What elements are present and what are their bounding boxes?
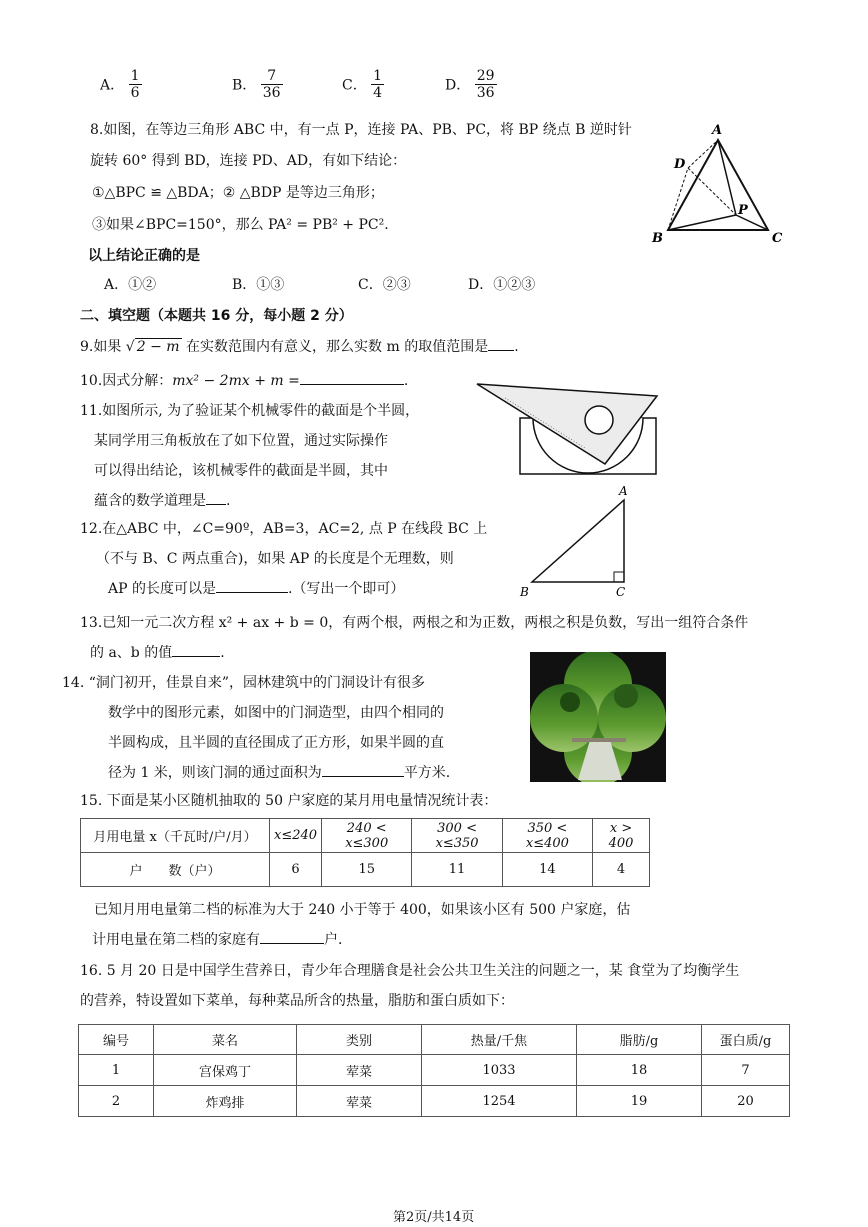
q8-option-c: C．②③ [358, 277, 411, 293]
q13-blank [172, 642, 220, 657]
q15-header-cell: 350 < x≤400 [502, 819, 592, 853]
q14-line4: 径为 1 米，则该门洞的通过面积为 平方米. [108, 762, 450, 782]
q12-line3: AP 的长度可以是 .（写出一个即可） [108, 578, 404, 598]
q8-option-d: D．①②③ [468, 277, 536, 293]
q12-line2: （不与 B、C 两点重合)，如果 AP 的长度是个无理数，则 [96, 551, 454, 567]
q15-row-cell: 11 [412, 853, 502, 887]
q9-line: 9.如果 √ 2 − m 在实数范围内有意义，那么实数 m 的取值范围是 . [80, 336, 519, 356]
q11-line4: 蕴含的数学道理是 . [94, 490, 230, 510]
section2-title: 二、填空题（本题共 16 分，每小题 2 分） [80, 308, 353, 324]
q8-line2: 旋转 60° 得到 BD，连接 PD、AD，有如下结论： [90, 153, 407, 169]
q7-option-a: A． $\frac{1}{6}$ [100, 68, 140, 102]
q16-row2-cell: 荤菜 [297, 1086, 422, 1117]
q16-header-cell: 蛋白质/g [702, 1025, 790, 1055]
q11-line2: 某同学用三角板放在了如下位置，通过实际操作 [94, 433, 388, 449]
page-footer: 第2页/共14页 [393, 1210, 475, 1225]
q12-line1: 12.在△ABC 中，∠C=90º，AB=3，AC=2, 点 P 在线段 BC 上 [80, 521, 488, 537]
q15-line2: 已知月用电量第二档的标准为大于 240 小于等于 400，如果该小区有 500 户家庭，估 [94, 902, 631, 918]
q8-line3: ①△BPC ≌ △BDA；② △BDP 是等边三角形； [92, 185, 384, 201]
q8-prompt: 以上结论正确的是 [88, 248, 200, 264]
q16-row1-cell: 7 [702, 1055, 790, 1086]
q15-line1: 15. 下面是某小区随机抽取的 50 户家庭的某月用电量情况统计表： [80, 793, 498, 809]
q16-menu-table [78, 1024, 790, 1117]
q16-row1-cell: 荤菜 [297, 1055, 422, 1086]
q16-row1-cell: 18 [577, 1055, 702, 1086]
q16-row1-cell: 1033 [422, 1055, 577, 1086]
q8-option-b: B．①③ [232, 277, 285, 293]
q7-option-b: B． $\frac{7}{36}$ [232, 68, 281, 102]
q8-label-b: B [652, 231, 663, 246]
q15-row-cell: 15 [322, 853, 412, 887]
q8-option-a: A．①② [104, 277, 157, 293]
q16-line1: 16. 5 月 20 日是中国学生营养日，青少年合理膳食是社会公共卫生关注的问题之一，某 食堂为了均衡学生 [80, 963, 740, 979]
q11-line1: 11.如图所示, 为了验证某个机械零件的截面是个半圆， [80, 403, 420, 419]
q16-header-cell: 类别 [297, 1025, 422, 1055]
q15-row-cell: 6 [270, 853, 322, 887]
q16-row2-cell: 1254 [422, 1086, 577, 1117]
q8-label-d: D [674, 157, 686, 172]
q15-header-cell: x≤240 [270, 819, 322, 853]
q15-row-cell: 14 [502, 853, 592, 887]
q16-header-cell: 热量/千焦 [422, 1025, 577, 1055]
q12-right-triangle-figure [512, 482, 642, 602]
q16-row1-cell: 1 [79, 1055, 154, 1086]
q15-header-cell: x > 400 [593, 819, 650, 853]
q16-header-cell: 编号 [79, 1025, 154, 1055]
q12-blank [216, 578, 288, 593]
q16-row1-cell: 宫保鸡丁 [154, 1055, 297, 1086]
q16-row2-cell: 19 [577, 1086, 702, 1117]
q13-line1: 13.已知一元二次方程 x² + ax + b = 0，有两个根，两根之和为正数，两根之积是负数，写出一组符合条件 [80, 615, 749, 631]
q15-blank [260, 929, 324, 944]
q14-line1: 14. “洞门初开，佳景自来”，园林建筑中的门洞设计有很多 [62, 675, 426, 691]
q14-line3: 半圆构成，且半圆的直径围成了正方形，如果半圆的直 [108, 735, 444, 751]
q10-line: 10.因式分解：mx² − 2mx + m = . [80, 370, 408, 390]
q11-blank [206, 490, 226, 505]
q16-line2: 的营养，特设置如下菜单，每种菜品所含的热量，脂肪和蛋白质如下： [80, 993, 514, 1009]
q16-row2-cell: 炸鸡排 [154, 1086, 297, 1117]
q8-line4: ③如果∠BPC=150°，那么 PA² = PB² + PC². [92, 217, 389, 233]
q7-option-c: C． $\frac{1}{4}$ [342, 68, 383, 102]
q11-setsquare-figure [475, 380, 665, 480]
q9-radicand: 2 − m [136, 339, 180, 355]
q14-garden-door-photo [530, 652, 666, 782]
q15-header-cell: 300 < x≤350 [412, 819, 502, 853]
q12-label-b: B [520, 585, 529, 599]
q12-label-c: C [616, 585, 626, 599]
q12-label-a: A [619, 484, 628, 498]
q16-header-cell: 脂肪/g [577, 1025, 702, 1055]
q15-row-cell: 户 数（户） [81, 853, 270, 887]
q7-option-d: D． $\frac{29}{36}$ [445, 68, 495, 102]
q8-label-a: A [712, 123, 723, 138]
q16-row2-cell: 20 [702, 1086, 790, 1117]
q13-line2: 的 a、b 的值 . [90, 642, 225, 662]
q11-line3: 可以得出结论，该机械零件的截面是半圆，其中 [94, 463, 388, 479]
q15-header-cell: 240 < x≤300 [322, 819, 412, 853]
q10-blank [300, 370, 404, 385]
q14-line2: 数学中的图形元素，如图中的门洞造型，由四个相同的 [108, 705, 444, 721]
q8-triangle-figure [648, 120, 788, 250]
q15-row-cell: 4 [593, 853, 650, 887]
q8-label-p: P [738, 203, 748, 218]
q15-header-cell: 月用电量 x（千瓦时/户/月） [81, 819, 270, 853]
q9-blank [488, 336, 514, 351]
q8-label-c: C [772, 231, 783, 246]
q15-line3: 计用电量在第二档的家庭有 户. [92, 929, 342, 949]
q14-blank [322, 762, 404, 777]
q8-line1: 8.如图，在等边三角形 ABC 中，有一点 P，连接 PA、PB、PC，将 BP 绕点 B 逆时针 [90, 122, 632, 138]
q16-header-cell: 菜名 [154, 1025, 297, 1055]
q16-row2-cell: 2 [79, 1086, 154, 1117]
q15-electricity-table [80, 818, 650, 887]
